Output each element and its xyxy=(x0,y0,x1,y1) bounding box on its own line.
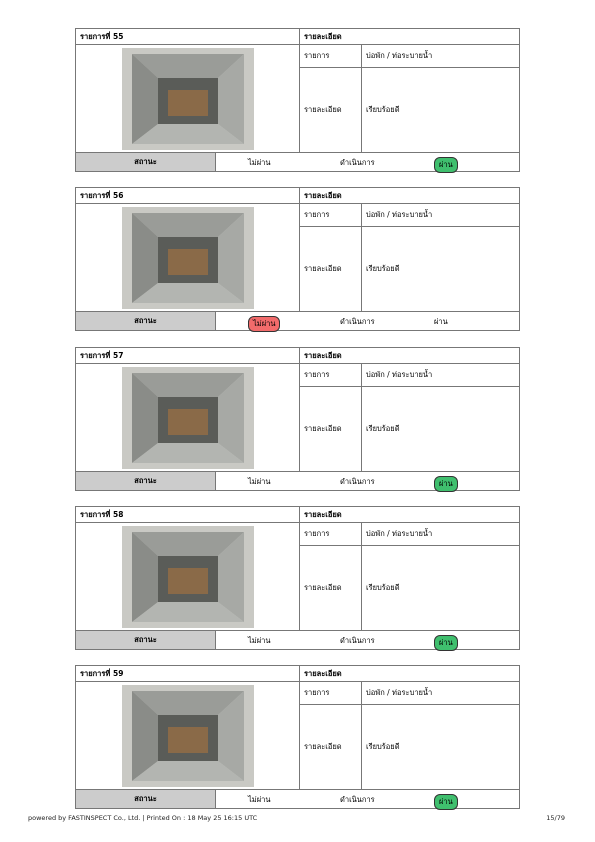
status-pass-option[interactable]: ผ่าน xyxy=(434,317,448,326)
status-label: สถานะ xyxy=(76,631,216,650)
drain-photo xyxy=(122,367,254,469)
type-label: รายการ xyxy=(300,204,362,227)
drain-photo xyxy=(122,526,254,628)
detail-value: เรียบร้อยดี xyxy=(362,387,520,472)
status-fail-option[interactable]: ไม่ผ่าน xyxy=(248,158,271,167)
status-label: สถานะ xyxy=(76,790,216,809)
detail-header: รายละเอียด xyxy=(300,507,520,523)
status-fail-option[interactable]: ไม่ผ่าน xyxy=(248,636,271,645)
item-title: รายการที่ 59 xyxy=(76,666,300,682)
status-progress-option[interactable]: ดำเนินการ xyxy=(340,317,375,326)
type-label: รายการ xyxy=(300,45,362,68)
status-label: สถานะ xyxy=(76,153,216,172)
inspection-item xyxy=(75,187,519,334)
detail-value: เรียบร้อยดี xyxy=(362,546,520,631)
item-title: รายการที่ 57 xyxy=(76,348,300,364)
photo-cell xyxy=(76,364,300,472)
detail-header: รายละเอียด xyxy=(300,348,520,364)
detail-label: รายละเอียด xyxy=(300,705,362,790)
photo-cell xyxy=(76,523,300,631)
status-fail-option[interactable]: ไม่ผ่าน xyxy=(248,477,271,486)
inspection-item xyxy=(75,665,519,812)
detail-label: รายละเอียด xyxy=(300,387,362,472)
detail-header: รายละเอียด xyxy=(300,29,520,45)
detail-value: เรียบร้อยดี xyxy=(362,227,520,312)
detail-header: รายละเอียด xyxy=(300,188,520,204)
inspection-item xyxy=(75,28,519,175)
status-pass-option[interactable]: ผ่าน xyxy=(434,157,458,173)
item-title: รายการที่ 58 xyxy=(76,507,300,523)
type-value: บ่อพัก / ท่อระบายน้ำ xyxy=(362,682,520,705)
detail-header: รายละเอียด xyxy=(300,666,520,682)
inspection-item xyxy=(75,506,519,653)
type-label: รายการ xyxy=(300,364,362,387)
type-value: บ่อพัก / ท่อระบายน้ำ xyxy=(362,364,520,387)
type-value: บ่อพัก / ท่อระบายน้ำ xyxy=(362,204,520,227)
detail-value: เรียบร้อยดี xyxy=(362,705,520,790)
photo-cell xyxy=(76,682,300,790)
status-pass-option[interactable]: ผ่าน xyxy=(434,794,458,810)
status-progress-option[interactable]: ดำเนินการ xyxy=(340,477,375,486)
photo-cell xyxy=(76,204,300,312)
type-label: รายการ xyxy=(300,682,362,705)
detail-label: รายละเอียด xyxy=(300,68,362,153)
status-pass-option[interactable]: ผ่าน xyxy=(434,635,458,651)
item-title: รายการที่ 56 xyxy=(76,188,300,204)
status-progress-option[interactable]: ดำเนินการ xyxy=(340,158,375,167)
detail-label: รายละเอียด xyxy=(300,227,362,312)
inspection-item xyxy=(75,347,519,494)
photo-cell xyxy=(76,45,300,153)
page-number: 15/79 xyxy=(546,814,565,822)
detail-value: เรียบร้อยดี xyxy=(362,68,520,153)
drain-photo xyxy=(122,207,254,309)
type-value: บ่อพัก / ท่อระบายน้ำ xyxy=(362,45,520,68)
item-title: รายการที่ 55 xyxy=(76,29,300,45)
status-label: สถานะ xyxy=(76,312,216,331)
status-progress-option[interactable]: ดำเนินการ xyxy=(340,636,375,645)
status-fail-option[interactable]: ไม่ผ่าน xyxy=(248,795,271,804)
type-value: บ่อพัก / ท่อระบายน้ำ xyxy=(362,523,520,546)
type-label: รายการ xyxy=(300,523,362,546)
drain-photo xyxy=(122,685,254,787)
detail-label: รายละเอียด xyxy=(300,546,362,631)
drain-photo xyxy=(122,48,254,150)
status-label: สถานะ xyxy=(76,472,216,491)
footer-text: powered by FASTINSPECT Co., Ltd. | Printed On : 18 May 25 16:15 UTC xyxy=(28,814,258,822)
status-progress-option[interactable]: ดำเนินการ xyxy=(340,795,375,804)
status-fail-option[interactable]: ไม่ผ่าน xyxy=(248,316,280,332)
status-pass-option[interactable]: ผ่าน xyxy=(434,476,458,492)
